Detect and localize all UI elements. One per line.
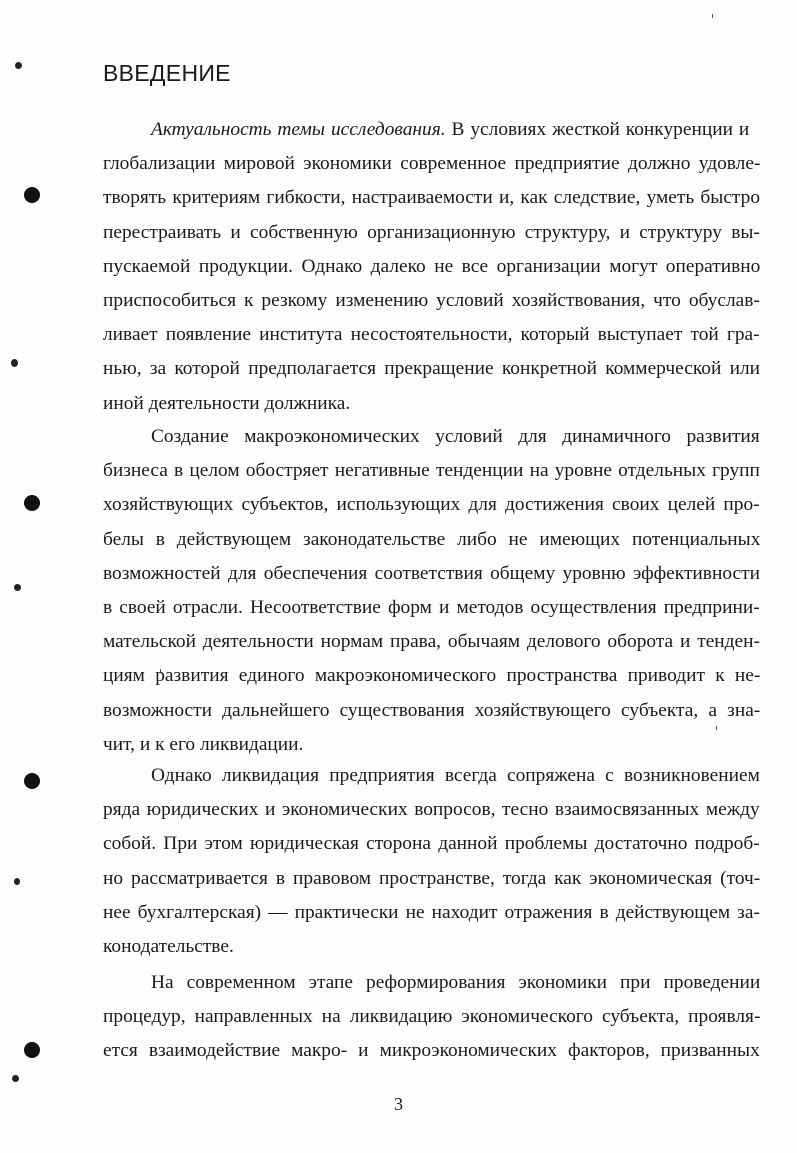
text-line: бизнеса в целом обостряет негативные тенденции на уровне отдельных групп (103, 460, 760, 482)
binder-hole (24, 773, 40, 789)
text-line: творять критериям гибкости, настраиваемости и, как следствие, уметь быстро (103, 187, 761, 209)
paragraph-3 (103, 759, 760, 964)
text-line: возможности дальнейшего существования хозяйствующего субъекта, а зна- (103, 699, 761, 721)
text-line: На современном этапе реформирования экономики при проведении (151, 972, 761, 993)
text-line: в своей отрасли. Несоответствие форм и методов осуществления предприни- (103, 597, 760, 619)
scan-speck (14, 584, 21, 591)
text-line: хозяйствующих субъектов, использующих для достижения своих целей про- (103, 494, 760, 516)
text-line: иной деятельности должника. (103, 392, 351, 414)
text-line: чит, и к его ликвидации. (103, 733, 304, 755)
text-line: процедур, направленных на ликвидацию экономического субъекта, проявля- (103, 1006, 761, 1028)
section-heading: ВВЕДЕНИЕ (103, 60, 231, 86)
paragraph-4 (103, 966, 760, 1069)
scan-speck (14, 878, 20, 885)
scan-mark (712, 14, 713, 18)
text-line: Создание макроэкономических условий для динамичного развития (151, 426, 760, 447)
text-line: возможностей для обеспечения соответствия общему уровню эффективности (103, 562, 760, 584)
binder-hole (24, 187, 40, 203)
text-line: перестраивать и собственную организационную структуру, и структуру вы- (103, 221, 760, 243)
text-line: ряда юридических и экономических вопросов, тесно взаимосвязанных между (103, 799, 760, 821)
paragraph-2 (103, 420, 760, 762)
text-line (103, 113, 760, 147)
scan-speck (11, 359, 18, 367)
binder-hole (24, 495, 40, 511)
page-number: 3 (394, 1094, 403, 1114)
text-line: ется взаимодействие макро- и микроэкономических факторов, призванных (103, 1040, 760, 1062)
text-line: нее бухгалтерская) — практически не находит отражения в действующем за- (103, 901, 760, 923)
binder-hole (24, 1042, 40, 1058)
text-line: нью, за которой предполагается прекращение конкретной коммерческой или (103, 358, 761, 380)
text-line: приспособиться к резкому изменению условий хозяйствования, что обуслав- (103, 290, 760, 312)
text-span: В условиях жесткой конкуренции и (445, 119, 750, 140)
text-line: Однако ликвидация предприятия всегда сопряжена с возникновением (151, 765, 760, 786)
italic-lead: Актуальность темы исследования. (151, 119, 446, 140)
text-line: циям развития единого макроэкономического пространства приводит к не- (103, 665, 761, 687)
text-line: пускаемой продукции. Однако далеко не все организации могут оперативно (103, 255, 761, 277)
text-line: конодательстве. (103, 936, 234, 958)
scan-speck (15, 62, 22, 69)
text-line: глобализации мировой экономики современное предприятие должно удовле- (103, 153, 761, 175)
text-line: белы в действующем законодательстве либо не имеющих потенциальных (103, 528, 761, 550)
text-line: ливает появление института несостоятельности, который выступает той гра- (103, 324, 760, 346)
text-line: собой. При этом юридическая сторона данной проблемы достаточно подроб- (103, 833, 760, 855)
paragraph-1 (103, 113, 760, 421)
text-line: но рассматривается в правовом пространстве, тогда как экономическая (точ- (103, 867, 761, 889)
text-line: мательской деятельности нормам права, обычаям делового оборота и тенден- (103, 631, 760, 653)
scan-speck (12, 1075, 19, 1082)
